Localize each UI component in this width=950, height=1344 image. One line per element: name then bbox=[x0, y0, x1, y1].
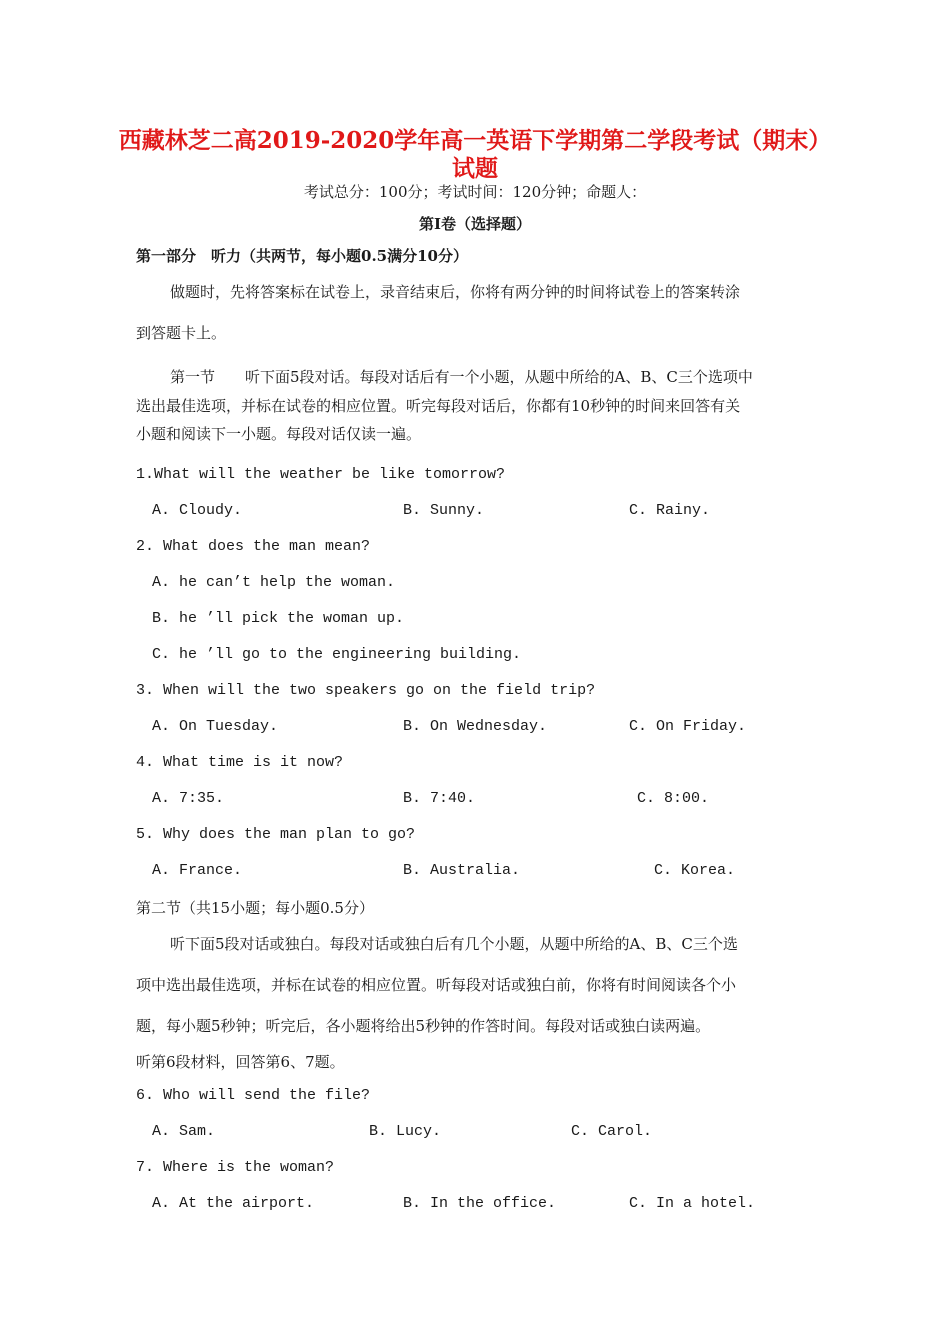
question-1-option-a: A. Cloudy. bbox=[152, 502, 243, 519]
question-1-option-c: C. Rainy. bbox=[629, 502, 711, 519]
question-2-option-c: C. he ’ll go to the engineering building. bbox=[152, 646, 522, 663]
exam-info: 考试总分：100分；考试时间：120分钟；命题人： bbox=[303, 183, 647, 201]
question-2-option-a: A. he can’t help the woman. bbox=[152, 574, 396, 591]
section2-line-3: 题，每小题5秒钟；听完后，各小题将给出5秒钟的作答时间。每段对话或独白读两遍。 bbox=[136, 1017, 711, 1035]
question-4-option-b: B. 7:40. bbox=[403, 790, 476, 807]
question-6-option-a: A. Sam. bbox=[152, 1123, 216, 1140]
question-5: 5. Why does the man plan to go? bbox=[136, 826, 416, 843]
question-5-option-c: C. Korea. bbox=[654, 862, 736, 879]
part1-intro-line-1: 做题时，先将答案标在试卷上，录音结束后，你将有两分钟的时间将试卷上的答案转涂 bbox=[170, 283, 741, 301]
material-6-instruction: 听第6段材料，回答第6、7题。 bbox=[136, 1053, 345, 1071]
section1-line-2: 选出最佳选项，并标在试卷的相应位置。听完每段对话后，你都有10秒钟的时间来回答有关 bbox=[136, 397, 741, 415]
question-7-option-c: C. In a hotel. bbox=[629, 1195, 756, 1212]
section2-line-2: 项中选出最佳选项，并标在试卷的相应位置。听每段对话或独白前，你将有时间阅读各个小 bbox=[136, 976, 737, 994]
question-7: 7. Where is the woman? bbox=[136, 1159, 335, 1176]
question-4-option-c: C. 8:00. bbox=[637, 790, 710, 807]
section1-line-1: 第一节 听下面5段对话。每段对话后有一个小题，从题中所给的A、B、C三个选项中 bbox=[170, 368, 753, 386]
question-3-option-b: B. On Wednesday. bbox=[403, 718, 548, 735]
question-1-option-b: B. Sunny. bbox=[403, 502, 485, 519]
question-6: 6. Who will send the file? bbox=[136, 1087, 371, 1104]
question-1: 1.What will the weather be like tomorrow? bbox=[136, 466, 506, 483]
part1-heading: 第一部分 听力（共两节，每小题0.5满分10分） bbox=[136, 247, 468, 265]
part1-intro-line-2: 到答题卡上。 bbox=[136, 324, 227, 342]
question-2-option-b: B. he ’ll pick the woman up. bbox=[152, 610, 405, 627]
question-6-option-b: B. Lucy. bbox=[369, 1123, 442, 1140]
question-5-option-a: A. France. bbox=[152, 862, 243, 879]
section2-line-1: 听下面5段对话或独白。每段对话或独白后有几个小题，从题中所给的A、B、C三个选 bbox=[170, 935, 738, 953]
section2-heading: 第二节（共15小题；每小题0.5分） bbox=[136, 899, 374, 917]
document-title-line-1: 西藏林芝二高2019-2020学年高一英语下学期第二学段考试（期末） bbox=[118, 127, 832, 154]
document-title-line-2: 试题 bbox=[452, 155, 498, 182]
question-3: 3. When will the two speakers go on the field trip? bbox=[136, 682, 596, 699]
question-7-option-b: B. In the office. bbox=[403, 1195, 557, 1212]
question-4: 4. What time is it now? bbox=[136, 754, 344, 771]
question-5-option-b: B. Australia. bbox=[403, 862, 521, 879]
section1-line-3: 小题和阅读下一小题。每段对话仅读一遍。 bbox=[136, 425, 422, 443]
volume-heading: 第Ⅰ卷（选择题） bbox=[418, 215, 532, 233]
question-4-option-a: A. 7:35. bbox=[152, 790, 225, 807]
question-3-option-c: C. On Friday. bbox=[629, 718, 747, 735]
question-2: 2. What does the man mean? bbox=[136, 538, 371, 555]
question-6-option-c: C. Carol. bbox=[571, 1123, 653, 1140]
question-3-option-a: A. On Tuesday. bbox=[152, 718, 279, 735]
question-7-option-a: A. At the airport. bbox=[152, 1195, 315, 1212]
